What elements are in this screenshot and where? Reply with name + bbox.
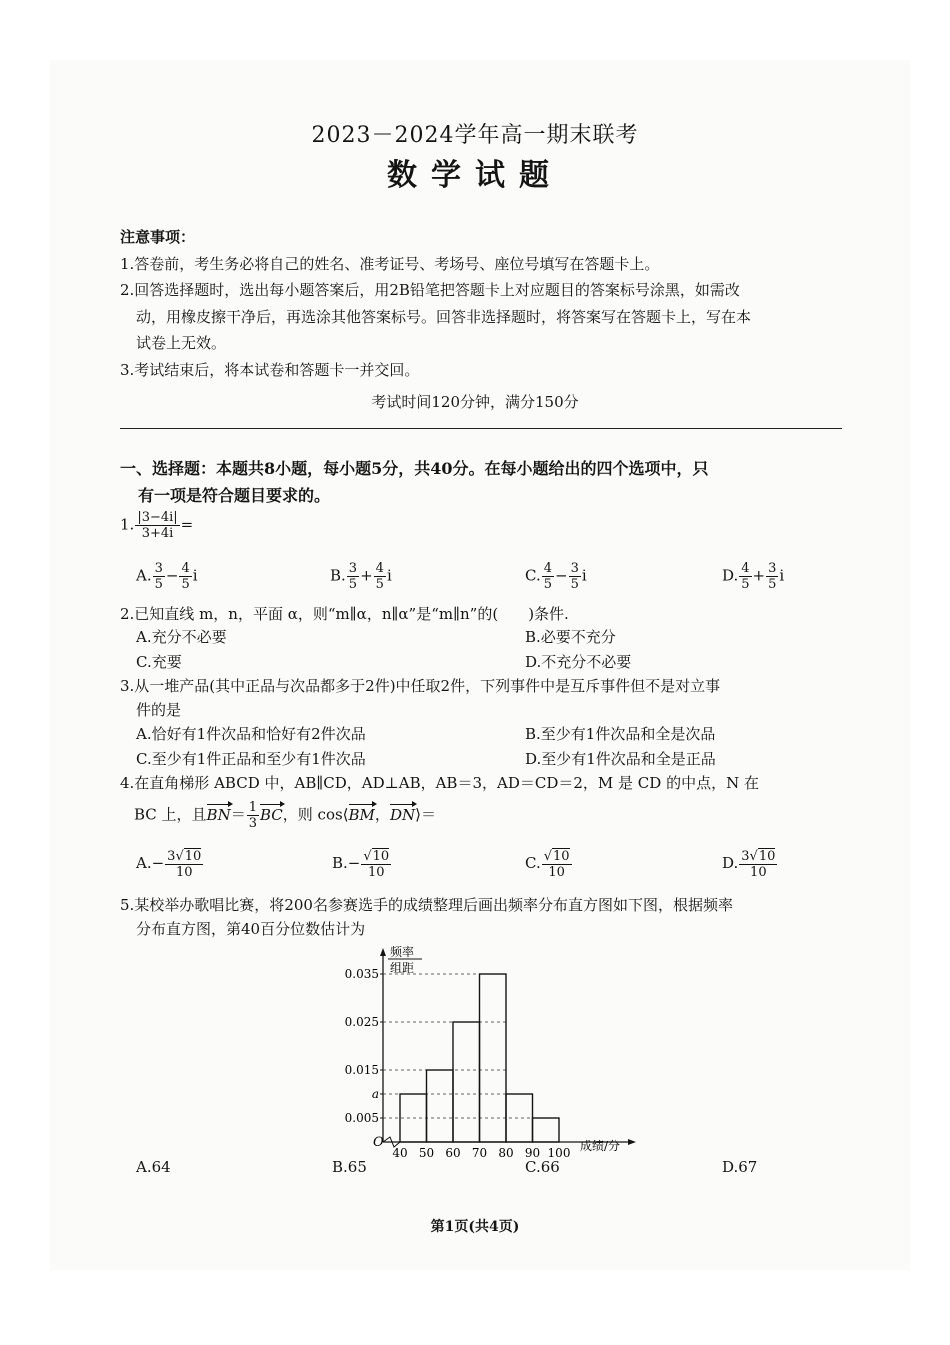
vector-bc: BC — [260, 805, 283, 824]
q2-option-d[interactable]: D.不充分不必要 — [525, 653, 632, 671]
notice-item-2-line-1: 2.回答选择题时，选出每小题答案后，用2B铅笔把答题卡上对应题目的答案标号涂黑，如需改 — [120, 281, 740, 299]
y-axis-label-top: 频率 — [390, 945, 415, 959]
question-1-stem — [120, 510, 193, 541]
notice-item-3: 3.考试结束后，将本试卷和答题卡一并交回。 — [120, 361, 420, 379]
fraction-one-third: $\frac{1}{3}$ — [248, 800, 257, 831]
q2-option-b[interactable]: B.必要不充分 — [525, 628, 616, 646]
notice-item-2-line-2: 动，用橡皮擦干净后，再选涂其他答案标号。回答非选择题时，将答案写在答题卡上，写在本 — [136, 308, 752, 326]
q3-option-a[interactable]: A.恰好有1件次品和恰好有2件次品 — [136, 725, 366, 743]
q5-option-a[interactable]: A.64 — [136, 1158, 171, 1176]
q3-option-c[interactable]: C.至少有1件正品和至少有1件次品 — [136, 750, 366, 768]
y-tick-label-4: 0.035 — [344, 967, 379, 981]
question-3-stem-line-1: 3.从一堆产品(其中正品与次品都多于2件)中任取2件，下列事件中是互斥事件但不是对立事 — [120, 677, 721, 695]
x-axis-arrow-icon — [628, 1139, 636, 1145]
x-tick-label-70: 70 — [471, 1146, 488, 1160]
equals-sign: = — [180, 515, 194, 534]
x-tick-label-90: 90 — [524, 1146, 541, 1160]
q4-option-d[interactable]: D. $\frac{3√10}{10}$ — [722, 849, 776, 880]
divider-line — [120, 428, 842, 429]
q2-option-a[interactable]: A.充分不必要 — [136, 628, 227, 646]
exam-title: 2023－2024学年高一期末联考 — [311, 123, 639, 148]
histogram-bar-90-100 — [533, 1118, 560, 1142]
y-axis-arrow-icon — [380, 948, 386, 956]
q3-option-d[interactable]: D.至少有1件次品和全是正品 — [525, 750, 716, 768]
notice-heading: 注意事项： — [120, 228, 196, 246]
question-5-stem-line-2: 分布直方图，第40百分位数估计为 — [136, 920, 366, 938]
notice-item-2-line-3: 试卷上无效。 — [136, 334, 227, 352]
x-tick-label-40: 40 — [392, 1146, 408, 1160]
question-1-number: 1. — [120, 515, 135, 534]
exam-time: 考试时间120分钟，满分150分 — [371, 393, 579, 411]
histogram-bar-70-80 — [480, 974, 507, 1142]
q1-option-b[interactable]: B. $\frac{3}{5}$ + $\frac{4}{5}$ i — [330, 561, 392, 592]
page-number: 第1页(共4页) — [430, 1219, 520, 1235]
question-5-stem-line-1: 5.某校举办歌唱比赛，将200名参赛选手的成绩整理后画出频率分布直方图如下图，根据频率 — [120, 896, 733, 914]
origin-label: O — [373, 1135, 384, 1150]
x-tick-label-80: 80 — [498, 1146, 514, 1160]
vector-bm: BM — [348, 805, 375, 824]
x-tick-label-60: 60 — [445, 1146, 461, 1160]
section-1-heading-line-2: 有一项是符合题目要求的。 — [138, 486, 331, 505]
histogram-bar-60-70 — [453, 1022, 480, 1142]
q4-option-b[interactable]: B.− $\frac{√10}{10}$ — [332, 849, 390, 880]
q5-option-c[interactable]: C.66 — [525, 1158, 560, 1176]
subject-title: 数学试题 — [387, 158, 563, 193]
q3-option-b[interactable]: B.至少有1件次品和全是次品 — [525, 725, 716, 743]
y-axis-label-bottom: 组距 — [390, 961, 415, 975]
question-2-stem: 2.已知直线 m，n，平面 α，则“m∥α，n∥α”是“m∥n”的( )条件. — [120, 605, 569, 623]
notice-item-1: 1.答卷前，考生务必将自己的姓名、准考证号、考场号、座位号填写在答题卡上。 — [120, 255, 660, 273]
y-tick-label-1: a — [371, 1087, 379, 1101]
x-tick-label-100: 100 — [547, 1146, 571, 1160]
q1-option-c[interactable]: C. $\frac{4}{5}$ − $\frac{3}{5}$ i — [525, 561, 587, 592]
q1-option-a[interactable]: A. $\frac{3}{5}$ − $\frac{4}{5}$ i — [136, 561, 198, 592]
q1-option-d[interactable]: D. $\frac{4}{5}$ + $\frac{3}{5}$ i — [722, 561, 785, 592]
q5-option-d[interactable]: D.67 — [722, 1158, 758, 1176]
q2-option-c[interactable]: C.充要 — [136, 653, 182, 671]
section-1-heading-line-1: 一、选择题：本题共8小题，每小题5分，共40分。在每小题给出的四个选项中，只 — [120, 459, 709, 478]
y-tick-label-0: 0.005 — [344, 1111, 379, 1125]
question-1-fraction — [135, 510, 179, 541]
question-3-stem-line-2: 件的是 — [136, 701, 182, 719]
fraction-denominator: 3+4i — [141, 526, 174, 541]
vector-bn: BN — [206, 805, 231, 824]
x-axis-label: 成绩/分 — [580, 1139, 621, 1153]
frequency-histogram — [330, 938, 650, 1160]
vector-dn: DN — [389, 805, 416, 824]
y-tick-label-3: 0.025 — [344, 1015, 379, 1029]
fraction-numerator: |3−4i| — [137, 510, 178, 525]
histogram-bar-50-60 — [427, 1070, 454, 1142]
q5-option-b[interactable]: B.65 — [332, 1158, 367, 1176]
x-tick-label-50: 50 — [418, 1146, 435, 1160]
question-4-stem-line-2: BC 上，且BN＝ $\frac{1}{3}$ BC，则 cos⟨BM，DN⟩＝ — [134, 800, 436, 831]
q4-option-c[interactable]: C. $\frac{√10}{10}$ — [525, 849, 570, 880]
q4-option-a[interactable]: A.− $\frac{3√10}{10}$ — [136, 849, 202, 880]
y-tick-label-2: 0.015 — [344, 1063, 379, 1077]
question-4-stem-line-1: 4.在直角梯形 ABCD 中，AB∥CD，AD⊥AB，AB＝3，AD＝CD＝2，M 是 CD 的中点，N 在 — [120, 774, 759, 792]
